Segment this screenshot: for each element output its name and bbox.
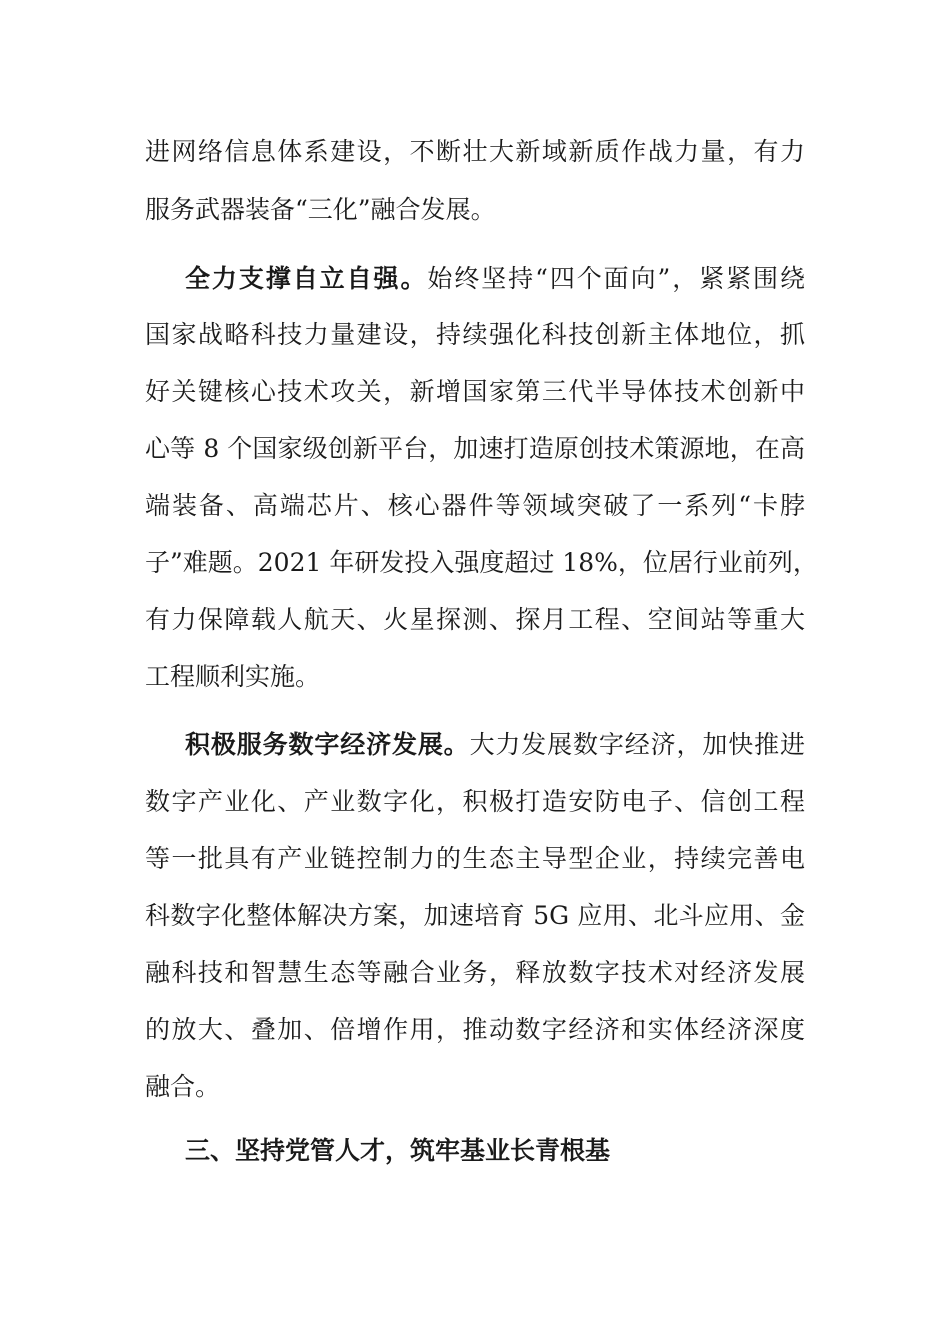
paragraph-line: 端装备、高端芯片、核心器件等领域突破了一系列“卡脖 <box>145 491 805 520</box>
paragraph-first-line <box>185 262 805 296</box>
paragraph-line: 子”难题。2021 年研发投入强度超过 18%，位居行业前列， <box>145 548 818 577</box>
paragraph-line: 好关键核心技术攻关，新增国家第三代半导体技术创新中 <box>145 377 805 406</box>
paragraph-line: 科数字化整体解决方案，加速培育 5G 应用、北斗应用、金 <box>145 901 805 930</box>
paragraph-line: 服务武器装备“三化”融合发展。 <box>145 195 496 224</box>
paragraph-line: 工程顺利实施。 <box>145 662 321 691</box>
paragraph-line: 融合。 <box>145 1072 221 1101</box>
paragraph-heading: 全力支撑自立自强。 <box>185 264 428 293</box>
paragraph-heading: 积极服务数字经济发展。 <box>185 730 470 759</box>
paragraph-text: 始终坚持“四个面向”，紧紧围绕 <box>427 264 805 293</box>
paragraph-text: 大力发展数字经济，加快推进 <box>469 730 805 759</box>
paragraph-line: 的放大、叠加、倍增作用，推动数字经济和实体经济深度 <box>145 1015 805 1044</box>
paragraph-line: 有力保障载人航天、火星探测、探月工程、空间站等重大 <box>145 605 805 634</box>
paragraph-line: 等一批具有产业链控制力的生态主导型企业，持续完善电 <box>145 844 805 873</box>
paragraph-line: 进网络信息体系建设，不断壮大新域新质作战力量，有力 <box>145 137 805 166</box>
section-heading: 三、坚持党管人才，筑牢基业长青根基 <box>185 1136 611 1165</box>
paragraph-line: 心等 8 个国家级创新平台，加速打造原创技术策源地，在高 <box>145 434 805 463</box>
paragraph-line: 国家战略科技力量建设，持续强化科技创新主体地位，抓 <box>145 320 805 349</box>
paragraph-first-line <box>185 728 805 762</box>
paragraph-line: 融科技和智慧生态等融合业务，释放数字技术对经济发展 <box>145 958 805 987</box>
paragraph-line: 数字产业化、产业数字化，积极打造安防电子、信创工程 <box>145 787 805 816</box>
